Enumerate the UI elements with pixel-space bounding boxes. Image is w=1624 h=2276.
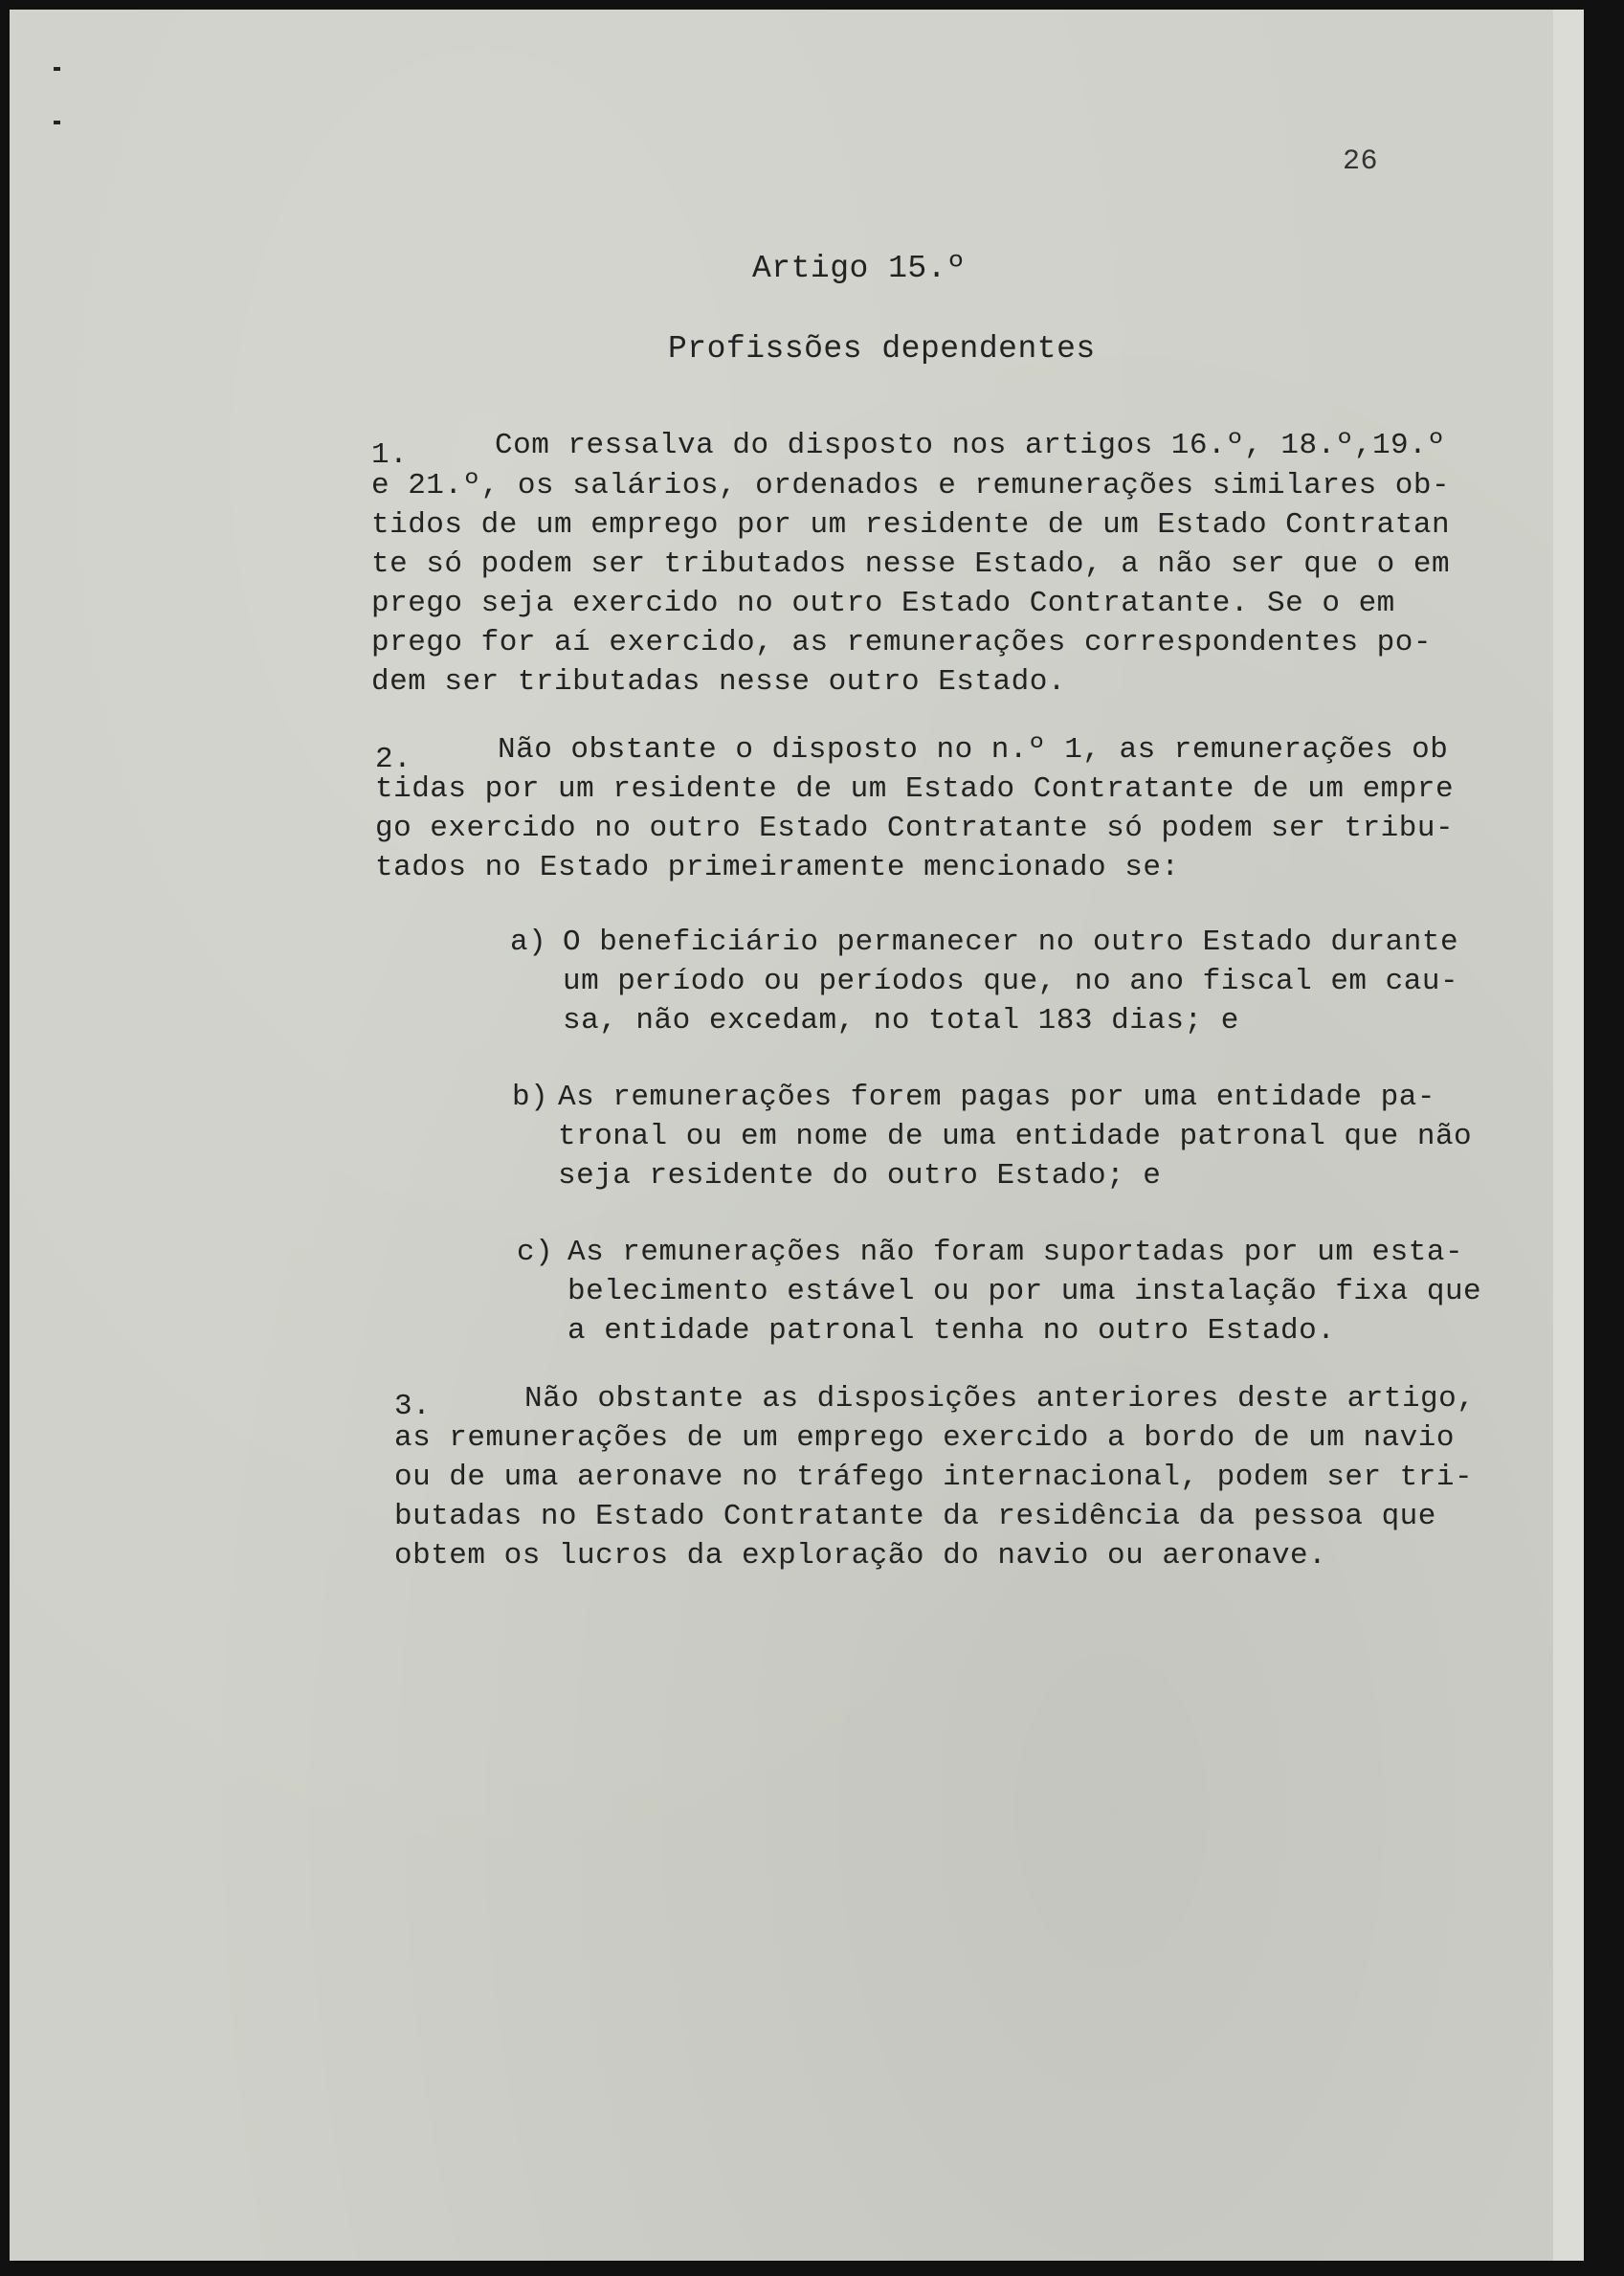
document-page (10, 10, 1584, 2261)
paragraph-line: go exercido no outro Estado Contratante só podem ser tribu- (375, 812, 1455, 845)
margin-mark (54, 67, 60, 71)
section-title: Profissões dependentes (668, 331, 1096, 367)
paragraph-number: 3. (394, 1390, 432, 1423)
paragraph-line: ou de uma aeronave no tráfego internacional, podem ser tri- (394, 1461, 1474, 1494)
paragraph-line: as remunerações de um emprego exercido a bordo de um navio (394, 1421, 1455, 1455)
item-line: um período ou períodos que, no ano fiscal em cau- (563, 965, 1459, 998)
item-line: O beneficiário permanecer no outro Estado durante (563, 926, 1459, 959)
page-edge (1553, 10, 1584, 2261)
item-line: seja residente do outro Estado; e (558, 1159, 1162, 1193)
page-number: 26 (1343, 145, 1379, 178)
paragraph-number: 2. (375, 743, 412, 776)
paragraph-line: prego seja exercido no outro Estado Contratante. Se o em (371, 587, 1395, 620)
paragraph-line: Não obstante o disposto no n.º 1, as remunerações ob (498, 733, 1449, 767)
article-title: Artigo 15.º (752, 251, 967, 286)
paragraph-line: tados no Estado primeiramente mencionado se: (375, 851, 1180, 884)
paragraph-line: Não obstante as disposições anteriores deste artigo, (524, 1382, 1476, 1416)
paragraph-line: tidas por um residente de um Estado Contratante de um empre (375, 772, 1455, 806)
item-line: belecimento estável ou por uma instalação fixa que (567, 1275, 1482, 1308)
margin-mark (54, 121, 60, 124)
paragraph-line: butadas no Estado Contratante da residência da pessoa que (394, 1500, 1436, 1533)
paragraph-line: prego for aí exercido, as remunerações correspondentes po- (371, 626, 1432, 659)
item-label: a) (510, 926, 547, 959)
item-line: a entidade patronal tenha no outro Estado. (567, 1314, 1336, 1348)
item-line: As remunerações não foram suportadas por um esta- (567, 1236, 1464, 1269)
paragraph-line: tidos de um emprego por um residente de um Estado Contratan (371, 508, 1451, 542)
item-label: b) (512, 1081, 549, 1114)
item-line: sa, não excedam, no total 183 dias; e (563, 1004, 1239, 1038)
paragraph-line: Com ressalva do disposto nos artigos 16.º, 18.º,19.º (495, 429, 1446, 462)
paragraph-line: obtem os lucros da exploração do navio ou aeronave. (394, 1539, 1327, 1573)
paragraph-number: 1. (371, 438, 409, 472)
item-line: As remunerações forem pagas por uma entidade pa- (558, 1081, 1435, 1114)
paragraph-line: dem ser tributadas nesse outro Estado. (371, 665, 1066, 699)
item-line: tronal ou em nome de uma entidade patronal que não (558, 1120, 1473, 1153)
paragraph-line: te só podem ser tributados nesse Estado, a não ser que o em (371, 547, 1451, 581)
item-label: c) (517, 1236, 554, 1269)
paragraph-line: e 21.º, os salários, ordenados e remunerações similares ob- (371, 469, 1451, 502)
